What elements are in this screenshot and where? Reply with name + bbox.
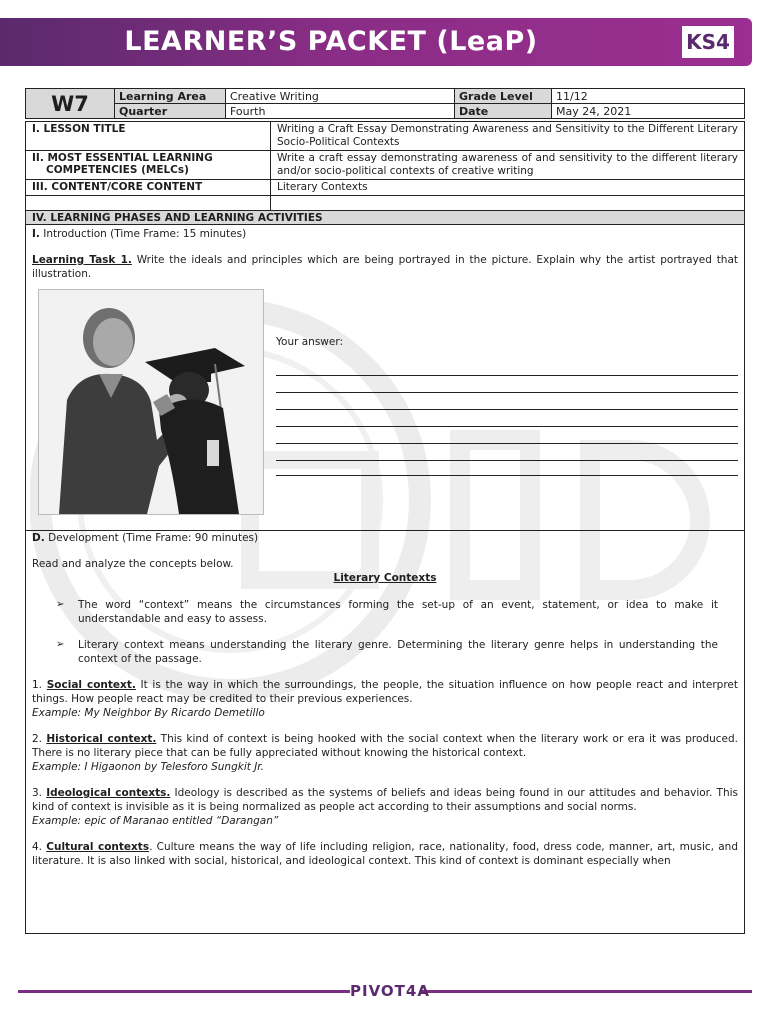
empty-row-right [271,196,745,211]
bullet-1: The word “context” means the circumstances forming the set-up of an event, statement, or idea to make it understandable and easy to assess. [78,599,718,625]
melc-label-line2: COMPETENCIES (MELCs) [46,164,189,176]
intro-line [32,227,246,241]
arrow-bullet-icon: ➢ [56,639,65,650]
learning-area-value: Creative Writing [226,89,455,104]
item-example [32,760,264,774]
learning-task [32,253,738,281]
section-title: Literary Contexts [333,572,437,584]
grade-level-label: Grade Level [455,89,552,104]
answer-line-3[interactable] [276,409,738,410]
read-analyze: Read and analyze the concepts below. [32,558,234,570]
content-value: Literary Contexts [271,180,745,196]
ks-badge: KS4 [682,26,734,58]
item-text: It is the way in which the surroundings, the people, the situation influence on how people react and interpret things. How people react may be credited to their previous experiences. [32,679,739,705]
item-social [32,678,738,706]
packet-title: LEARNER’S PACKET (LeaP) [124,26,538,57]
item-num: 1. [32,679,43,691]
your-answer-label: Your answer: [276,336,344,348]
date-value: May 24, 2021 [552,104,745,119]
week-label: W7 [26,89,115,119]
dev-marker: D. [32,532,45,544]
item-text: This kind of context is being hooked with the social context when the literary work or era it was produced. There is no literary piece that can be fully appreciated without knowing the historical context. [32,733,738,759]
example-text: Example: I Higaonon by Telesforo Sungkit Jr. [32,761,264,773]
item-num: 2. [32,733,43,745]
item-example [32,814,278,828]
grade-level-value: 11/12 [552,89,745,104]
answer-line-7[interactable] [276,475,738,476]
lesson-table [25,121,745,211]
info-table [25,88,745,119]
lesson-title-label: I. LESSON TITLE [26,122,271,151]
quarter-label: Quarter [115,104,226,119]
task-label: Learning Task 1. [32,254,132,266]
item-text: . Culture means the way of life including religion, race, nationality, food, dress code, manner, art, music, and literature. It is also linked with social, historical, and ideological context. This kind of context is dominant especially when [32,841,739,867]
graduation-illustration [38,289,264,515]
item-term: Ideological contexts. [46,787,171,799]
example-text: Example: My Neighbor By Ricardo Demetillo [32,707,265,719]
phases-heading: IV. LEARNING PHASES AND LEARNING ACTIVITIES [26,211,744,225]
item-ideological [32,786,738,814]
melc-label-line1: II. MOST ESSENTIAL LEARNING [32,152,213,164]
content-label: III. CONTENT/CORE CONTENT [26,180,271,196]
item-text: Ideology is described as the systems of beliefs and ideas being found in our attitudes and behavior. This kind of context is invisible as it is being normalized as people act according to their assumptions and social norms. [32,787,738,813]
learning-area-label: Learning Area [115,89,226,104]
answer-line-5[interactable] [276,443,738,444]
item-term: Social context. [46,679,136,691]
arrow-bullet-icon: ➢ [56,599,65,610]
item-term: Historical context. [46,733,157,745]
example-text: Example: epic of Maranao entitled “Darangan” [32,815,279,827]
lesson-title-value: Writing a Craft Essay Demonstrating Awareness and Sensitivity to the Different Literary Socio-Political Contexts [271,122,745,151]
task-text: Write the ideals and principles which are being portrayed in the picture. Explain why the artist portrayed that illustration. [32,254,739,280]
date-label: Date [455,104,552,119]
answer-line-2[interactable] [276,392,738,393]
melc-label [26,151,271,180]
melc-value: Write a craft essay demonstrating awareness of and sensitivity to the different literary and/or socio-political contexts of creative writing [271,151,745,180]
answer-line-4[interactable] [276,426,738,427]
empty-row-left [26,196,271,211]
item-num: 4. [32,841,43,853]
intro-text: Introduction (Time Frame: 15 minutes) [43,228,247,240]
answer-line-6[interactable] [276,460,738,461]
item-num: 3. [32,787,43,799]
answer-line-1[interactable] [276,375,738,376]
learning-phases-box [25,210,745,934]
item-cultural [32,840,738,868]
bullet-2: Literary context means understanding the literary genre. Determining the literary genre helps in understanding the context of the passage. [78,639,718,665]
item-term: Cultural contexts [46,841,150,853]
quarter-value: Fourth [226,104,455,119]
item-historical [32,732,738,760]
item-example [32,706,265,720]
header-banner [0,18,752,66]
pivot-logo: PIVOT4A [350,982,430,1000]
development-line [32,531,258,545]
intro-marker: I. [32,228,40,240]
development-text: Development (Time Frame: 90 minutes) [48,532,259,544]
